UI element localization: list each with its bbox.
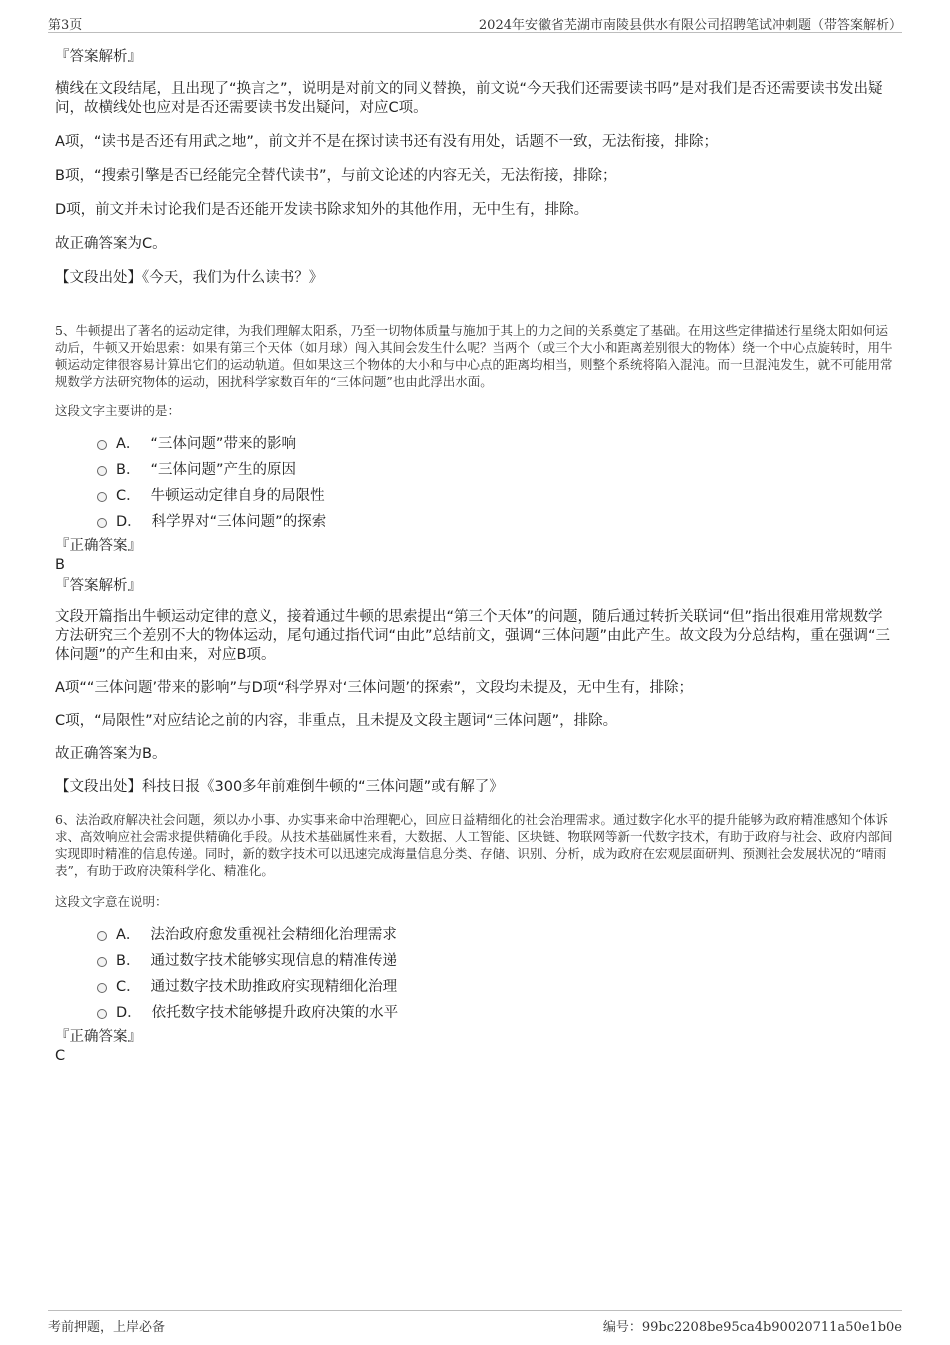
document-title: 2024年安徽省芜湖市南陵县供水有限公司招聘笔试冲刺题（带答案解析） [478, 18, 902, 33]
q5-option-d[interactable]: D． 科学界对“三体问题”的探索 [97, 507, 895, 533]
q6-option-b[interactable]: B． 通过数字技术能够实现信息的精准传递 [97, 946, 895, 972]
q4-analysis-label: 『答案解析』 [55, 49, 142, 65]
page-footer [48, 1310, 902, 1335]
q4-analysis-text: 横线在文段结尾，且出现了“换言之”，说明是对前文的同义替换，前文说“今天我们还需要读书吗”是对我们是否还需要读书发出疑问，故横线处也应对是否还需要读书发出疑问，对应C项。 [55, 81, 883, 116]
q5-option-c-note: C项，“局限性”对应结论之前的内容，非重点，且未提及文段主题词“三体问题”，排除。 [55, 713, 618, 729]
page-number: 第3页 [48, 18, 83, 33]
q6-stem: 6、法治政府解决社会问题，须以办小事、办实事来命中治理靶心，回应日益精细化的社会治理需求。通过数字化水平的提升能够为政府精准感知个体诉求、高效响应社会需求提供精确化手段。从技术基础属性来看，大数据、人工智能、区块链、物联网等新一代数字技术，有助于政府与社会、政府内部间实现即时精准的信息传递。同时，新的数字技术可以迅速完成海量信息分类、存储、识别、分析，成为政府在宏观层面研判、预测社会发展状况的“晴雨表”，有助于政府决策科学化、精准化。 [55, 812, 893, 878]
q5-option-a[interactable]: A． “三体问题”带来的影响 [97, 429, 895, 455]
document-code: 编号：99bc2208be95ca4b90020711a50e1b0e [602, 1320, 902, 1335]
q4-source: 【文段出处】《今天，我们为什么读书？》 [55, 270, 324, 286]
q5-answer: B [55, 557, 65, 573]
page-header [48, 12, 902, 33]
q6-options [97, 920, 895, 1024]
page-content [55, 46, 895, 1066]
q5-stem: 5、牛顿提出了著名的运动定律，为我们理解太阳系，乃至一切物体质量与施加于其上的力之间的关系奠定了基础。在用这些定律描述行星绕太阳如何运动后，牛顿又开始思索：如果有第三个天体（如月球）闯入其间会发生什么呢？当两个（或三个大小和距离差别很大的物体）绕一个中心点旋转时，用牛顿运动定律很容易计算出它们的运动轨道。但如果这三个物体的大小和与中心点的距离均相当，则整个系统将陷入混沌。而一旦混沌发生，就不可能用常规数学方法研究物体的运动，困扰科学家数百年的“三体问题”也由此浮出水面。 [55, 323, 893, 389]
q6-answer-label: 『正确答案』 [55, 1029, 142, 1045]
q4-option-a-note: A项，“读书是否还有用武之地”，前文并不是在探讨读书还有没有用处，话题不一致，无法衔接，排除； [55, 134, 718, 150]
q4-option-b-note: B项，“搜索引擎是否已经能完全替代读书”，与前文论述的内容无关，无法衔接，排除； [55, 168, 617, 184]
radio-icon[interactable] [97, 957, 107, 967]
q5-analysis-label: 『答案解析』 [55, 578, 142, 594]
q5-option-b[interactable]: B． “三体问题”产生的原因 [97, 455, 895, 481]
radio-icon[interactable] [97, 518, 107, 528]
q4-conclusion: 故正确答案为C。 [55, 236, 167, 252]
q5-option-c[interactable]: C． 牛顿运动定律自身的局限性 [97, 481, 895, 507]
q5-options [97, 429, 895, 533]
q5-answer-label: 『正确答案』 [55, 538, 142, 554]
radio-icon[interactable] [97, 1009, 107, 1019]
q6-question: 这段文字意在说明： [55, 894, 168, 909]
q5-option-ad-note: A项““三体问题’带来的影响”与D项“科学界对‘三体问题’的探索”，文段均未提及，无中生有，排除； [55, 680, 693, 696]
radio-icon[interactable] [97, 466, 107, 476]
radio-icon[interactable] [97, 983, 107, 993]
q5-conclusion: 故正确答案为B。 [55, 746, 167, 762]
radio-icon[interactable] [97, 492, 107, 502]
footer-slogan: 考前押题，上岸必备 [48, 1320, 166, 1335]
q6-option-c[interactable]: C． 通过数字技术助推政府实现精细化治理 [97, 972, 895, 998]
radio-icon[interactable] [97, 931, 107, 941]
q5-source: 【文段出处】科技日报《300多年前难倒牛顿的“三体问题”或有解了》 [55, 779, 504, 795]
radio-icon[interactable] [97, 440, 107, 450]
q5-question: 这段文字主要讲的是： [55, 403, 181, 418]
q6-option-a[interactable]: A． 法治政府愈发重视社会精细化治理需求 [97, 920, 895, 946]
q6-answer: C [55, 1048, 66, 1064]
q6-option-d[interactable]: D． 依托数字技术能够提升政府决策的水平 [97, 998, 895, 1024]
q4-option-d-note: D项，前文并未讨论我们是否还能开发读书除求知外的其他作用，无中生有，排除。 [55, 202, 589, 218]
q5-analysis-text: 文段开篇指出牛顿运动定律的意义，接着通过牛顿的思索提出“第三个天体”的问题，随后通过转折关联词“但”指出很难用常规数学方法研究三个差别不大的物体运动，尾句通过指代词“由此”总结前文，强调“三体问题”由此产生。故文段为分总结构，重在强调“三体问题”的产生和由来，对应B项。 [55, 609, 891, 663]
